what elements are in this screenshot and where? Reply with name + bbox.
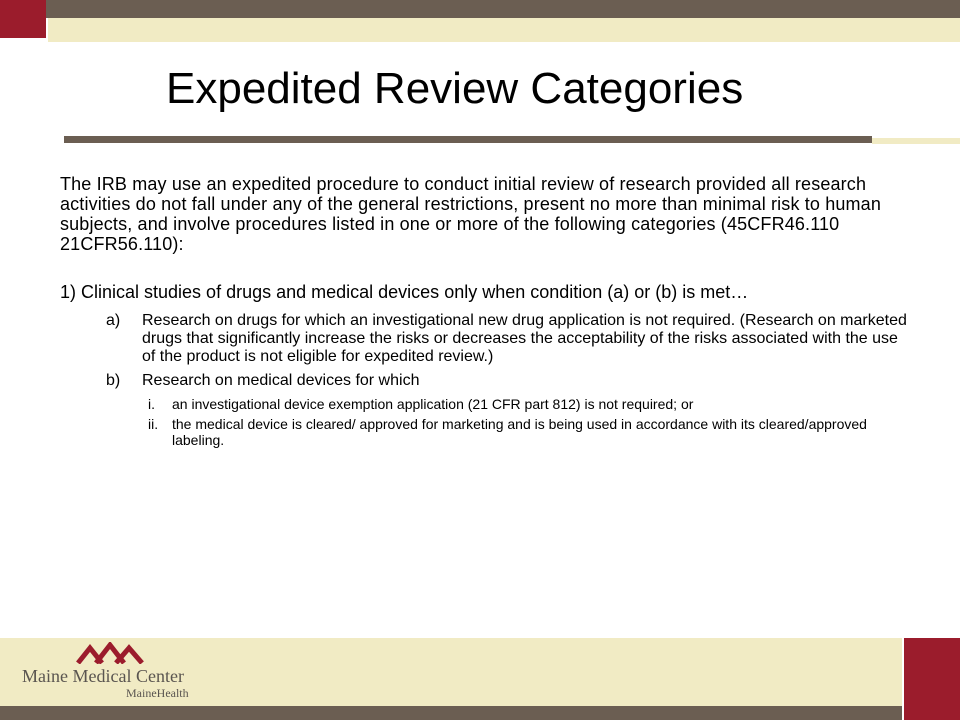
footer-decor-bar — [0, 706, 902, 720]
maine-medical-center-logo — [22, 642, 202, 702]
sub-item-b — [106, 372, 910, 390]
sub-item-label: a) — [106, 312, 121, 329]
sub-item-a — [106, 312, 910, 366]
sub-item-label: b) — [106, 372, 121, 389]
title-right-accent — [872, 138, 960, 144]
sub-sub-item-label: ii. — [148, 416, 159, 432]
category-1-heading: 1) Clinical studies of drugs and medical devices only when condition (a) or (b) is met… — [60, 282, 749, 302]
logo-subname-text: MaineHealth — [126, 686, 189, 700]
mountains-logo-icon — [76, 642, 156, 664]
sub-sub-item-text: the medical device is cleared/ approved for marketing and is being used in accordance with its cleared/approved labeling. — [172, 416, 867, 448]
title-underline — [64, 136, 872, 143]
logo-name-text: Maine Medical Center — [22, 666, 184, 686]
sub-item-text: Research on drugs for which an investigational new drug application is not required. (Research on marketed drugs that significantly increase the risks or decreases the acceptability of the risks associated with the use of the product is not eligible for expedited review.) — [142, 312, 907, 365]
slide-title: Expedited Review Categories — [166, 64, 744, 113]
intro-paragraph: The IRB may use an expedited procedure to conduct initial review of research provided all research activities do not fall under any of the general restrictions, present no more than minimal risk to human subjects, and involve procedures listed in one or more of the following categories (45CFR46.110 21CFR56.110): — [60, 174, 882, 254]
top-left-red-block — [0, 0, 46, 38]
sub-item-text: Research on medical devices for which — [142, 372, 420, 389]
sub-sub-item-text: an investigational device exemption application (21 CFR part 812) is not required; or — [172, 396, 694, 412]
sub-sub-item-i — [148, 396, 910, 412]
slide-body — [60, 174, 910, 452]
sub-sub-item-label: i. — [148, 396, 155, 412]
top-cream-band — [48, 18, 960, 42]
top-decor-bar — [0, 0, 960, 18]
footer-right-red-block — [904, 638, 960, 720]
sub-sub-item-ii — [148, 416, 910, 448]
